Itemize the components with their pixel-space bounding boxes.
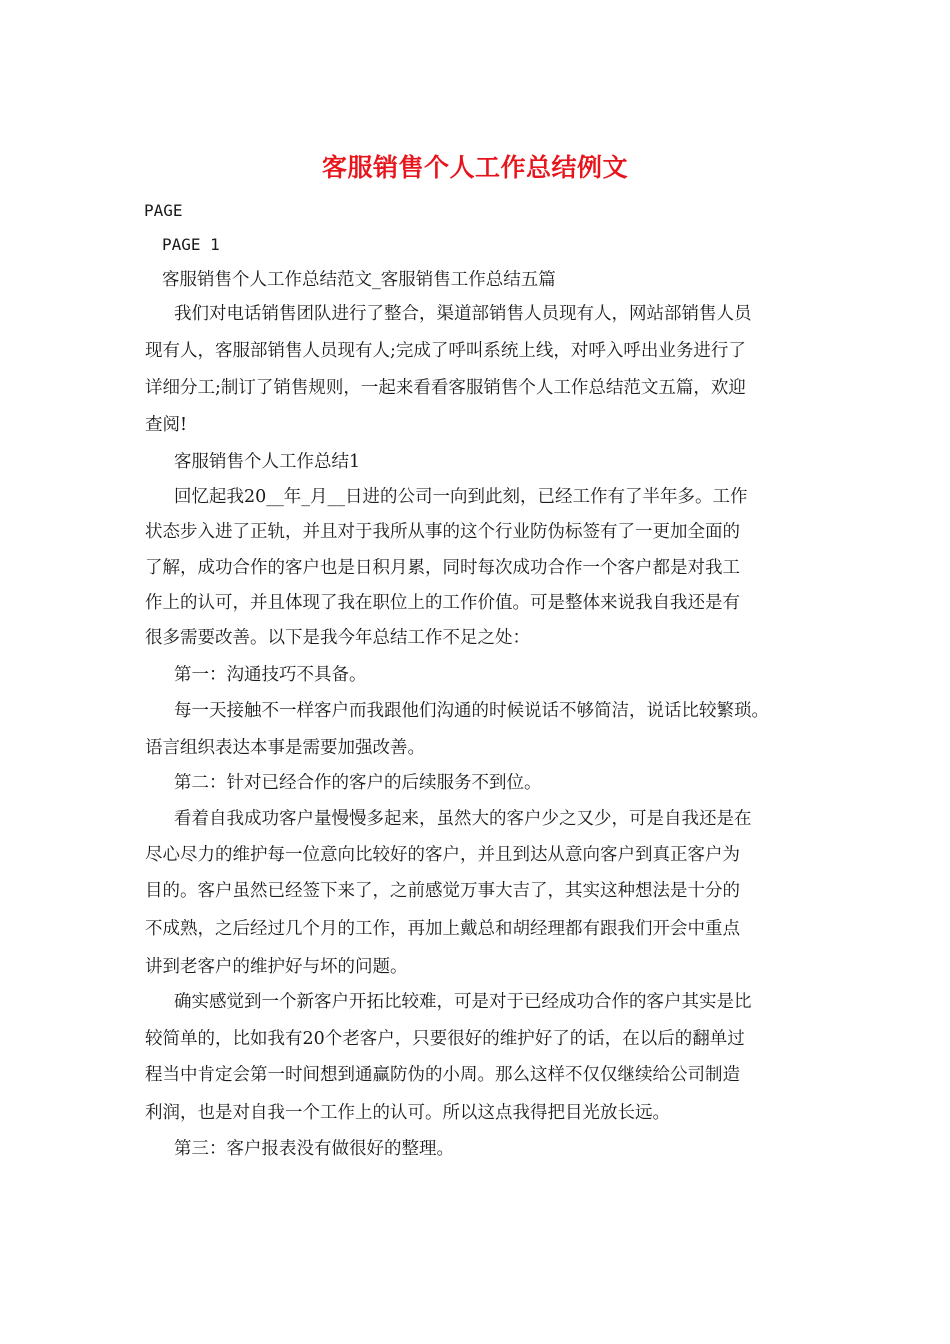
paragraph-line: 看着自我成功客户量慢慢多起来，虽然大的客户少之又少，可是自我还是在	[174, 809, 752, 829]
paragraph-line: 现有人，客服部销售人员现有人;完成了呼叫系统上线，对呼入呼出业务进行了	[145, 341, 746, 361]
paragraph-line: 讲到老客户的维护好与坏的问题。	[145, 957, 408, 977]
paragraph-line: 目的。客户虽然已经签下来了，之前感觉万事大吉了，其实这种想法是十分的	[145, 881, 740, 901]
paragraph-line: 较简单的，比如我有20个老客户，只要很好的维护好了的话，在以后的翻单过	[145, 1029, 745, 1049]
paragraph-line: 不成熟，之后经过几个月的工作，再加上戴总和胡经理都有跟我们开会中重点	[145, 919, 740, 939]
paragraph-line: 查阅!	[145, 415, 188, 435]
paragraph-line: 程当中肯定会第一时间想到通赢防伪的小周。那么这样不仅仅继续给公司制造	[145, 1065, 740, 1085]
paragraph-line: 尽心尽力的维护每一位意向比较好的客户，并且到达从意向客户到真正客户为	[145, 845, 740, 865]
paragraph-line: 我们对电话销售团队进行了整合，渠道部销售人员现有人，网站部销售人员	[174, 304, 752, 324]
paragraph-line: 回忆起我20__年_月__日进的公司一向到此刻，已经工作有了半年多。工作	[174, 487, 748, 507]
paragraph-line: 很多需要改善。以下是我今年总结工作不足之处：	[145, 628, 530, 648]
paragraph-line: 利润，也是对自我一个工作上的认可。所以这点我得把目光放长远。	[145, 1103, 670, 1123]
paragraph-line: 详细分工;制订了销售规则，一起来看看客服销售个人工作总结范文五篇，欢迎	[145, 378, 746, 398]
point-heading: 第一：沟通技巧不具备。	[174, 665, 367, 685]
page-number-field: PAGE 1	[162, 235, 220, 254]
point-heading: 第三：客户报表没有做很好的整理。	[174, 1139, 454, 1159]
paragraph-line: 每一天接触不一样客户而我跟他们沟通的时候说话不够简洁，说话比较繁琐。	[174, 701, 769, 721]
section-heading: 客服销售个人工作总结1	[174, 452, 361, 472]
paragraph-line: 状态步入进了正轨，并且对于我所从事的这个行业防伪标签有了一更加全面的	[145, 522, 740, 542]
document-title: 客服销售个人工作总结例文	[321, 153, 628, 182]
paragraph-line: 了解，成功合作的客户也是日积月累，同时每次成功合作一个客户都是对我工	[145, 558, 740, 578]
document-subtitle: 客服销售个人工作总结范文_客服销售工作总结五篇	[162, 270, 556, 290]
page-field-code: PAGE	[144, 201, 183, 220]
paragraph-line: 作上的认可，并且体现了我在职位上的工作价值。可是整体来说我自我还是有	[145, 593, 740, 613]
point-heading: 第二：针对已经合作的客户的后续服务不到位。	[174, 773, 542, 793]
paragraph-line: 语言组织表达本事是需要加强改善。	[145, 738, 425, 758]
paragraph-line: 确实感觉到一个新客户开拓比较难，可是对于已经成功合作的客户其实是比	[174, 992, 752, 1012]
